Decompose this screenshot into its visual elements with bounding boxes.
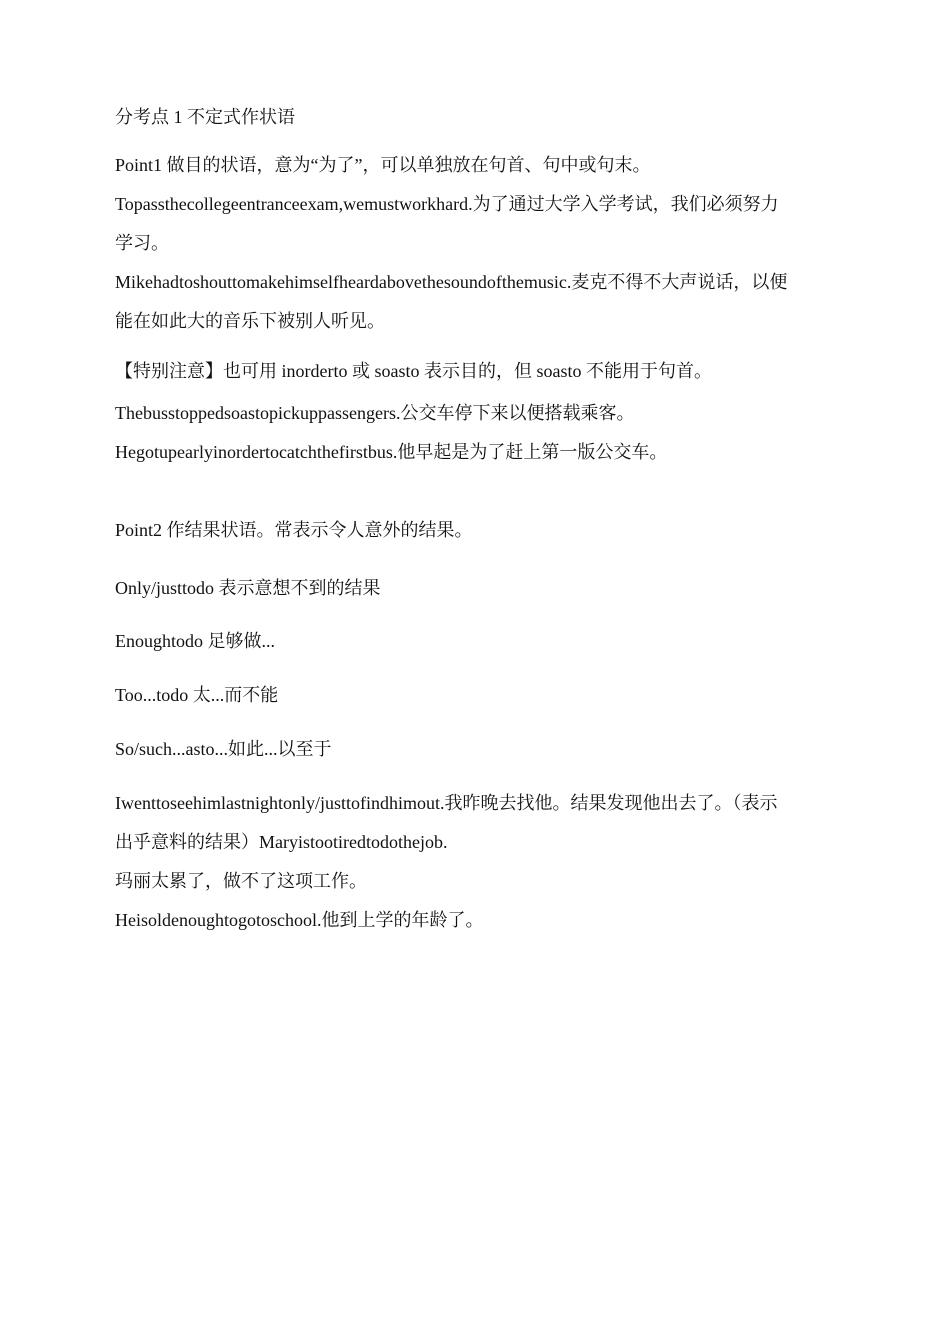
point1-note: 【特别注意】也可用 inorderto 或 soasto 表示目的，但 soasto 不能用于句首。 — [115, 361, 712, 381]
point1-note-example2: Hegotupearlyinordertocatchthefirstbus.他早起是为了赶上第一版公交车。 — [115, 442, 668, 462]
point1-heading: Point1 做目的状语，意为“为了”，可以单独放在句首、句中或句末。 — [115, 155, 651, 175]
point1-example2-line1: Mikehadtoshouttomakehimselfheardabovethesoundofthemusic.麦克不得不大声说话，以便 — [115, 272, 788, 292]
point2-example1-line1: Iwenttoseehimlastnightonly/justtofindhimout.我昨晚去找他。结果发现他出去了。（表示 — [115, 793, 778, 813]
point1-note-example1: Thebusstoppedsoastopickuppassengers.公交车停下来以便搭载乘客。 — [115, 403, 635, 423]
point2-pattern1: Only/justtodo 表示意想不到的结果 — [115, 578, 381, 598]
point2-pattern3: Too...todo 太...而不能 — [115, 685, 279, 705]
point1-example2-line2: 能在如此大的音乐下被别人听见。 — [115, 311, 385, 331]
point2-pattern4: So/such...asto...如此...以至于 — [115, 739, 332, 759]
section-heading: 分考点 1 不定式作状语 — [115, 107, 295, 127]
point1-example1-line2: 学习。 — [115, 233, 169, 253]
point2-example1-line3: 玛丽太累了，做不了这项工作。 — [115, 871, 367, 891]
point2-heading: Point2 作结果状语。常表示令人意外的结果。 — [115, 520, 473, 540]
point2-example2: Heisoldenoughtogotoschool.他到上学的年龄了。 — [115, 910, 484, 930]
point2-pattern2: Enoughtodo 足够做... — [115, 631, 275, 651]
point1-example1-line1: Topassthecollegeentranceexam,wemustworkhard.为了通过大学入学考试，我们必须努力 — [115, 194, 779, 214]
point2-example1-line2: 出乎意料的结果）Maryistootiredtodothejob. — [115, 832, 448, 852]
